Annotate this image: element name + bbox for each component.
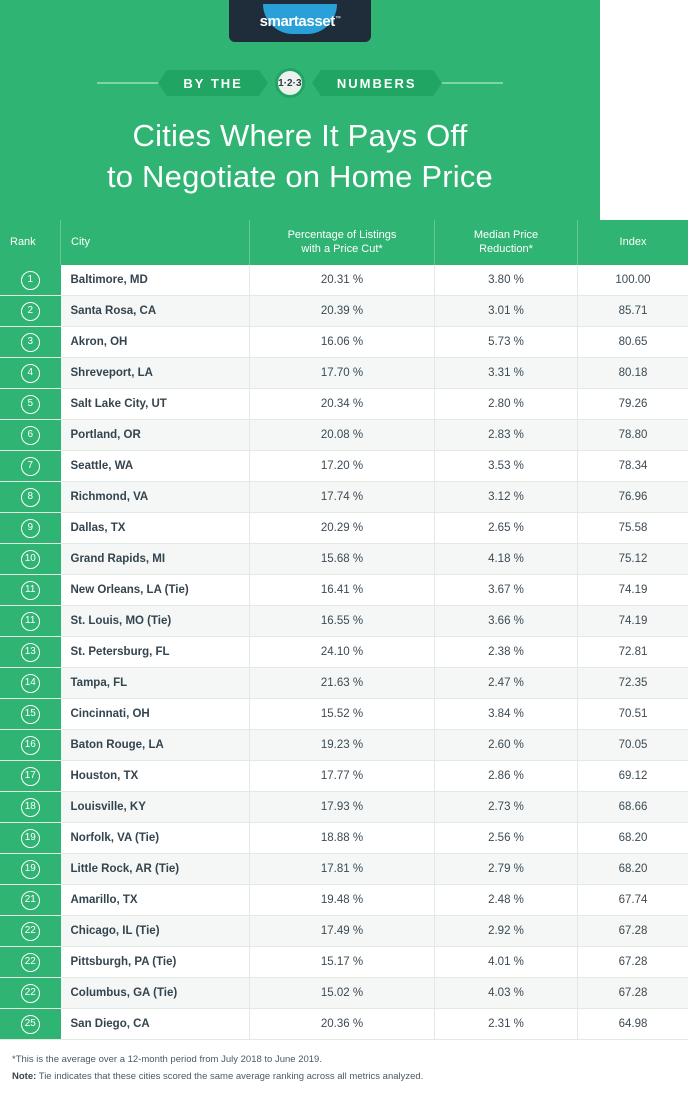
- cell-median: 3.80 %: [435, 265, 578, 296]
- cell-city: Akron, OH: [61, 327, 250, 358]
- rank-badge: 14: [21, 674, 40, 693]
- cell-rank: [0, 327, 61, 358]
- cell-city: Cincinnati, OH: [61, 699, 250, 730]
- cell-percentage: 20.39 %: [250, 296, 435, 327]
- rank-badge: 11: [21, 612, 40, 631]
- cell-city: Houston, TX: [61, 761, 250, 792]
- footnote-note-text: Tie indicates that these cities scored the same average ranking across all metrics analyzed.: [36, 1071, 423, 1082]
- rank-badge: 19: [21, 829, 40, 848]
- table-row: [0, 420, 688, 451]
- rank-badge: 18: [21, 798, 40, 817]
- cell-index: 85.71: [578, 296, 688, 327]
- column-header-median-line2: Reduction*: [479, 243, 533, 255]
- cell-percentage: 17.81 %: [250, 854, 435, 885]
- cell-city: San Diego, CA: [61, 1009, 250, 1040]
- table-row: [0, 854, 688, 885]
- rank-badge: 9: [21, 519, 40, 538]
- cell-index: 75.12: [578, 544, 688, 575]
- table-header: [0, 220, 688, 266]
- cell-city: Dallas, TX: [61, 513, 250, 544]
- cell-index: 76.96: [578, 482, 688, 513]
- cell-city: St. Petersburg, FL: [61, 637, 250, 668]
- rank-badge: 6: [21, 426, 40, 445]
- rankings-table: [0, 220, 688, 1041]
- cell-median: 5.73 %: [435, 327, 578, 358]
- table-body: [0, 265, 688, 1040]
- table-row: [0, 823, 688, 854]
- ribbon-right-label: NUMBERS: [337, 76, 417, 91]
- rank-badge: 22: [21, 984, 40, 1003]
- cell-rank: [0, 637, 61, 668]
- cell-percentage: 16.55 %: [250, 606, 435, 637]
- ribbon-number-badge: 1·2·3: [275, 68, 305, 98]
- rank-badge: 25: [21, 1015, 40, 1034]
- cell-median: 2.38 %: [435, 637, 578, 668]
- smartasset-logo: [229, 0, 371, 42]
- table-row: [0, 358, 688, 389]
- cell-median: 2.31 %: [435, 1009, 578, 1040]
- cell-city: Salt Lake City, UT: [61, 389, 250, 420]
- cell-rank: [0, 451, 61, 482]
- cell-percentage: 19.48 %: [250, 885, 435, 916]
- title-line-2: to Negotiate on Home Price: [20, 157, 580, 198]
- cell-city: Grand Rapids, MI: [61, 544, 250, 575]
- cell-percentage: 24.10 %: [250, 637, 435, 668]
- cell-rank: [0, 761, 61, 792]
- cell-percentage: 17.49 %: [250, 916, 435, 947]
- ribbon-right-banner: [321, 70, 433, 96]
- table-row: [0, 978, 688, 1009]
- rank-badge: 11: [21, 581, 40, 600]
- cell-city: Baltimore, MD: [61, 265, 250, 296]
- cell-median: 2.80 %: [435, 389, 578, 420]
- cell-index: 78.34: [578, 451, 688, 482]
- cell-city: Baton Rouge, LA: [61, 730, 250, 761]
- cell-median: 2.47 %: [435, 668, 578, 699]
- cell-rank: [0, 513, 61, 544]
- cell-rank: [0, 265, 61, 296]
- cell-rank: [0, 947, 61, 978]
- cell-index: 74.19: [578, 606, 688, 637]
- cell-median: 2.86 %: [435, 761, 578, 792]
- table-row: [0, 730, 688, 761]
- table-row: [0, 699, 688, 730]
- cell-median: 3.12 %: [435, 482, 578, 513]
- cell-city: Pittsburgh, PA (Tie): [61, 947, 250, 978]
- cell-median: 2.56 %: [435, 823, 578, 854]
- cell-percentage: 15.52 %: [250, 699, 435, 730]
- table-row: [0, 885, 688, 916]
- cell-median: 2.92 %: [435, 916, 578, 947]
- cell-median: 4.18 %: [435, 544, 578, 575]
- cell-index: 68.66: [578, 792, 688, 823]
- cell-percentage: 16.41 %: [250, 575, 435, 606]
- cell-median: 2.65 %: [435, 513, 578, 544]
- cell-rank: [0, 482, 61, 513]
- cell-rank: [0, 575, 61, 606]
- cell-index: 68.20: [578, 823, 688, 854]
- column-header-city: City: [61, 220, 250, 266]
- rank-badge: 2: [21, 302, 40, 321]
- ribbon-left-banner: [167, 70, 258, 96]
- cell-index: 78.80: [578, 420, 688, 451]
- cell-percentage: 19.23 %: [250, 730, 435, 761]
- table-row: [0, 389, 688, 420]
- cell-percentage: 20.31 %: [250, 265, 435, 296]
- rank-badge: 22: [21, 953, 40, 972]
- table-row: [0, 792, 688, 823]
- cell-rank: [0, 420, 61, 451]
- cell-median: 2.60 %: [435, 730, 578, 761]
- cell-index: 79.26: [578, 389, 688, 420]
- cell-percentage: 20.36 %: [250, 1009, 435, 1040]
- cell-percentage: 17.93 %: [250, 792, 435, 823]
- cell-index: 67.74: [578, 885, 688, 916]
- rank-badge: 4: [21, 364, 40, 383]
- cell-percentage: 17.20 %: [250, 451, 435, 482]
- cell-index: 67.28: [578, 978, 688, 1009]
- cell-index: 64.98: [578, 1009, 688, 1040]
- header: [0, 0, 600, 198]
- column-header-rank: Rank: [0, 220, 61, 266]
- cell-median: 3.66 %: [435, 606, 578, 637]
- footnote-methodology: *This is the average over a 12-month period from July 2018 to June 2019.: [12, 1052, 588, 1069]
- table-row: [0, 761, 688, 792]
- cell-city: Richmond, VA: [61, 482, 250, 513]
- ribbon-left-label: BY THE: [183, 76, 242, 91]
- cell-rank: [0, 792, 61, 823]
- cell-percentage: 20.29 %: [250, 513, 435, 544]
- cell-city: Santa Rosa, CA: [61, 296, 250, 327]
- footnote-note-label: Note:: [12, 1071, 36, 1082]
- page-title: [0, 116, 600, 198]
- rank-badge: 10: [21, 550, 40, 569]
- rank-badge: 3: [21, 333, 40, 352]
- cell-city: Little Rock, AR (Tie): [61, 854, 250, 885]
- column-header-percentage: [250, 220, 435, 266]
- rank-badge: 16: [21, 736, 40, 755]
- table-row: [0, 916, 688, 947]
- rank-badge: 17: [21, 767, 40, 786]
- cell-percentage: 17.70 %: [250, 358, 435, 389]
- table-row: [0, 513, 688, 544]
- column-header-percentage-line2: with a Price Cut*: [301, 243, 382, 255]
- rank-badge: 7: [21, 457, 40, 476]
- cell-rank: [0, 358, 61, 389]
- cell-median: 3.84 %: [435, 699, 578, 730]
- cell-index: 67.28: [578, 916, 688, 947]
- table-row: [0, 947, 688, 978]
- cell-city: Tampa, FL: [61, 668, 250, 699]
- footnote-note: [12, 1069, 588, 1086]
- by-the-numbers-ribbon: [0, 66, 600, 100]
- cell-rank: [0, 916, 61, 947]
- table-row: [0, 265, 688, 296]
- cell-index: 68.20: [578, 854, 688, 885]
- cell-percentage: 17.74 %: [250, 482, 435, 513]
- cell-rank: [0, 296, 61, 327]
- table-row: [0, 544, 688, 575]
- table-row: [0, 575, 688, 606]
- cell-median: 2.83 %: [435, 420, 578, 451]
- cell-rank: [0, 823, 61, 854]
- cell-percentage: 21.63 %: [250, 668, 435, 699]
- cell-percentage: 16.06 %: [250, 327, 435, 358]
- table-row: [0, 482, 688, 513]
- cell-city: Seattle, WA: [61, 451, 250, 482]
- cell-median: 2.79 %: [435, 854, 578, 885]
- logo-text: [260, 13, 341, 30]
- cell-median: 3.67 %: [435, 575, 578, 606]
- table-row: [0, 606, 688, 637]
- rank-badge: 19: [21, 860, 40, 879]
- column-header-index: Index: [578, 220, 688, 266]
- table-row: [0, 1009, 688, 1040]
- cell-rank: [0, 885, 61, 916]
- cell-index: 74.19: [578, 575, 688, 606]
- column-header-percentage-line1: Percentage of Listings: [288, 229, 397, 241]
- rank-badge: 22: [21, 922, 40, 941]
- table-row: [0, 668, 688, 699]
- column-header-median: [435, 220, 578, 266]
- cell-index: 72.81: [578, 637, 688, 668]
- cell-percentage: 18.88 %: [250, 823, 435, 854]
- cell-city: Norfolk, VA (Tie): [61, 823, 250, 854]
- cell-city: Amarillo, TX: [61, 885, 250, 916]
- cell-index: 69.12: [578, 761, 688, 792]
- cell-rank: [0, 606, 61, 637]
- ribbon-dash-left: [97, 82, 159, 84]
- cell-rank: [0, 699, 61, 730]
- cell-median: 3.01 %: [435, 296, 578, 327]
- ribbon-dash-right: [441, 82, 503, 84]
- table-row: [0, 637, 688, 668]
- logo-trademark: ™: [335, 16, 341, 22]
- cell-index: 100.00: [578, 265, 688, 296]
- cell-city: New Orleans, LA (Tie): [61, 575, 250, 606]
- table-row: [0, 451, 688, 482]
- cell-city: St. Louis, MO (Tie): [61, 606, 250, 637]
- cell-median: 2.48 %: [435, 885, 578, 916]
- cell-median: 4.01 %: [435, 947, 578, 978]
- cell-median: 3.31 %: [435, 358, 578, 389]
- cell-median: 4.03 %: [435, 978, 578, 1009]
- cell-index: 80.18: [578, 358, 688, 389]
- rank-badge: 15: [21, 705, 40, 724]
- cell-index: 67.28: [578, 947, 688, 978]
- cell-percentage: 17.77 %: [250, 761, 435, 792]
- cell-percentage: 15.02 %: [250, 978, 435, 1009]
- cell-percentage: 15.17 %: [250, 947, 435, 978]
- cell-rank: [0, 854, 61, 885]
- cell-city: Portland, OR: [61, 420, 250, 451]
- cell-percentage: 20.08 %: [250, 420, 435, 451]
- rank-badge: 13: [21, 643, 40, 662]
- logo-wordmark: smartasset: [260, 13, 335, 30]
- cell-rank: [0, 978, 61, 1009]
- rank-badge: 1: [21, 271, 40, 290]
- cell-percentage: 20.34 %: [250, 389, 435, 420]
- cell-index: 72.35: [578, 668, 688, 699]
- cell-index: 80.65: [578, 327, 688, 358]
- title-line-1: Cities Where It Pays Off: [133, 118, 468, 153]
- rank-badge: 5: [21, 395, 40, 414]
- cell-index: 75.58: [578, 513, 688, 544]
- cell-rank: [0, 668, 61, 699]
- table-row: [0, 296, 688, 327]
- cell-city: Chicago, IL (Tie): [61, 916, 250, 947]
- table-row: [0, 327, 688, 358]
- cell-city: Columbus, GA (Tie): [61, 978, 250, 1009]
- rank-badge: 8: [21, 488, 40, 507]
- cell-percentage: 15.68 %: [250, 544, 435, 575]
- table-header-row: [0, 220, 688, 266]
- cell-median: 3.53 %: [435, 451, 578, 482]
- column-header-median-line1: Median Price: [474, 229, 538, 241]
- cell-index: 70.05: [578, 730, 688, 761]
- rank-badge: 21: [21, 891, 40, 910]
- cell-rank: [0, 544, 61, 575]
- footnotes: [0, 1040, 600, 1099]
- cell-rank: [0, 389, 61, 420]
- cell-rank: [0, 1009, 61, 1040]
- cell-index: 70.51: [578, 699, 688, 730]
- cell-rank: [0, 730, 61, 761]
- cell-city: Louisville, KY: [61, 792, 250, 823]
- cell-median: 2.73 %: [435, 792, 578, 823]
- cell-city: Shreveport, LA: [61, 358, 250, 389]
